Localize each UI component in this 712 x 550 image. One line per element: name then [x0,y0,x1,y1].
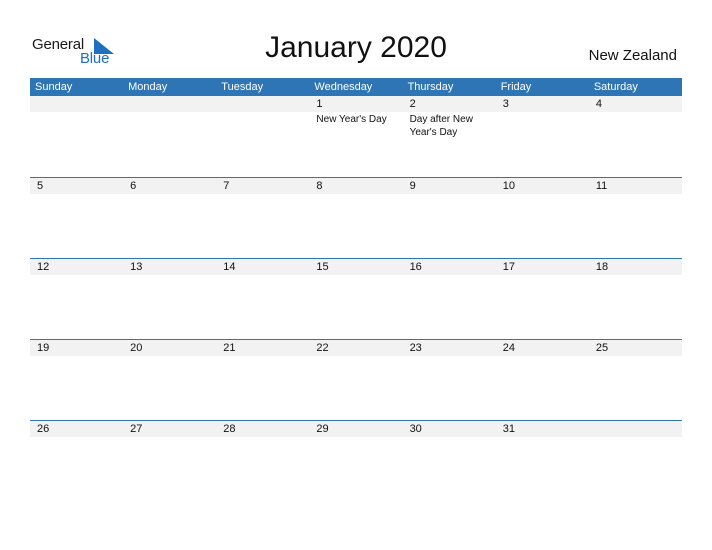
weekday-header: Monday [128,81,168,93]
holiday-label [216,356,309,357]
calendar-week-row [30,258,682,341]
day-number: 9 [403,178,496,194]
day-number: 20 [123,340,216,356]
calendar-day-cell [123,421,216,503]
holiday-label [496,275,589,276]
holiday-label [216,275,309,276]
weekday-header: Tuesday [221,81,264,93]
holiday-label [30,275,123,276]
calendar-day-cell [216,178,309,260]
holiday-label [309,275,402,276]
calendar-day-cell [309,421,402,503]
holiday-label [216,194,309,195]
holiday-label [403,275,496,276]
calendar-day-cell [216,340,309,422]
holiday-label [30,194,123,195]
day-number [123,96,216,112]
logo-word-blue: Blue [80,50,110,67]
day-number: 5 [30,178,123,194]
holiday-label [30,356,123,357]
calendar-week-row [30,96,682,178]
holiday-label [309,194,402,195]
calendar-day-cell [309,178,402,260]
calendar-day-cell [30,421,123,503]
day-number: 8 [309,178,402,194]
calendar-day-cell [123,340,216,422]
calendar-day-cell [589,340,682,422]
holiday-label [123,356,216,357]
day-number: 22 [309,340,402,356]
holiday-label [123,275,216,276]
day-number: 25 [589,340,682,356]
calendar-day-cell [30,340,123,422]
logo-word-general: General [32,36,84,53]
weekday-header-row [30,78,682,96]
day-number: 28 [216,421,309,437]
calendar-day-cell [309,259,402,341]
holiday-label [496,437,589,438]
calendar-day-cell [403,96,496,178]
weekday-header: Friday [500,81,532,93]
holiday-label [123,437,216,438]
calendar-day-cell [589,96,682,178]
weekday-header: Saturday [593,81,638,93]
day-number [30,96,123,112]
day-number: 30 [403,421,496,437]
day-number: 11 [589,178,682,194]
day-number: 2 [403,96,496,112]
day-number: 26 [30,421,123,437]
calendar-day-cell [123,178,216,260]
calendar-day-cell [216,96,309,178]
holiday-label [403,356,496,357]
day-number: 16 [403,259,496,275]
day-number [216,96,309,112]
weekday-header: Sunday [35,81,73,93]
calendar-day-cell [403,421,496,503]
calendar-week-row [30,177,682,260]
calendar-day-cell [309,340,402,422]
day-number: 10 [496,178,589,194]
day-number: 17 [496,259,589,275]
holiday-label [30,437,123,438]
day-number: 27 [123,421,216,437]
holiday-label [216,437,309,438]
day-number [589,421,682,437]
day-number: 15 [309,259,402,275]
calendar-day-cell [30,178,123,260]
calendar-day-cell [589,421,682,503]
holiday-label [309,437,402,438]
calendar-title: January 2020 [265,31,447,64]
day-number: 21 [216,340,309,356]
calendar-day-cell [403,259,496,341]
holiday-label [216,112,309,113]
calendar-day-cell [496,259,589,341]
calendar-day-cell [30,96,123,178]
calendar-day-cell [123,259,216,341]
holiday-label: New Year's Day [316,114,387,125]
calendar-day-cell [216,421,309,503]
calendar-day-cell [403,340,496,422]
holiday-label [589,275,682,276]
calendar-day-cell [496,96,589,178]
calendar-day-cell [496,178,589,260]
holiday-label [589,437,682,438]
calendar-day-cell [30,259,123,341]
day-number: 6 [123,178,216,194]
holiday-label [496,356,589,357]
holiday-label [589,194,682,195]
day-number: 24 [496,340,589,356]
day-number: 1 [309,96,402,112]
country-name: New Zealand [588,47,677,64]
holiday-label [403,194,496,195]
holiday-label [589,112,682,113]
calendar-day-cell [123,96,216,178]
calendar-day-cell [216,259,309,341]
holiday-label [30,112,123,113]
day-number: 13 [123,259,216,275]
holiday-label [309,356,402,357]
calendar-day-cell [589,178,682,260]
calendar-day-cell [496,421,589,503]
calendar-day-cell [309,96,402,178]
day-number: 19 [30,340,123,356]
day-number: 31 [496,421,589,437]
day-number: 12 [30,259,123,275]
day-number: 4 [589,96,682,112]
weekday-header: Thursday [407,81,454,93]
day-number: 29 [309,421,402,437]
weekday-header: Wednesday [314,81,373,93]
holiday-label [496,112,589,113]
day-number: 7 [216,178,309,194]
holiday-label [123,194,216,195]
calendar-day-cell [496,340,589,422]
holiday-label [123,112,216,113]
calendar-day-cell [589,259,682,341]
holiday-label [403,437,496,438]
holiday-label [496,194,589,195]
day-number: 23 [403,340,496,356]
day-number: 18 [589,259,682,275]
holiday-label: Day after New Year's Day [409,114,473,138]
holiday-label [589,356,682,357]
calendar-week-row [30,420,682,503]
day-number: 14 [216,259,309,275]
calendar-week-row [30,339,682,422]
calendar-day-cell [403,178,496,260]
day-number: 3 [496,96,589,112]
